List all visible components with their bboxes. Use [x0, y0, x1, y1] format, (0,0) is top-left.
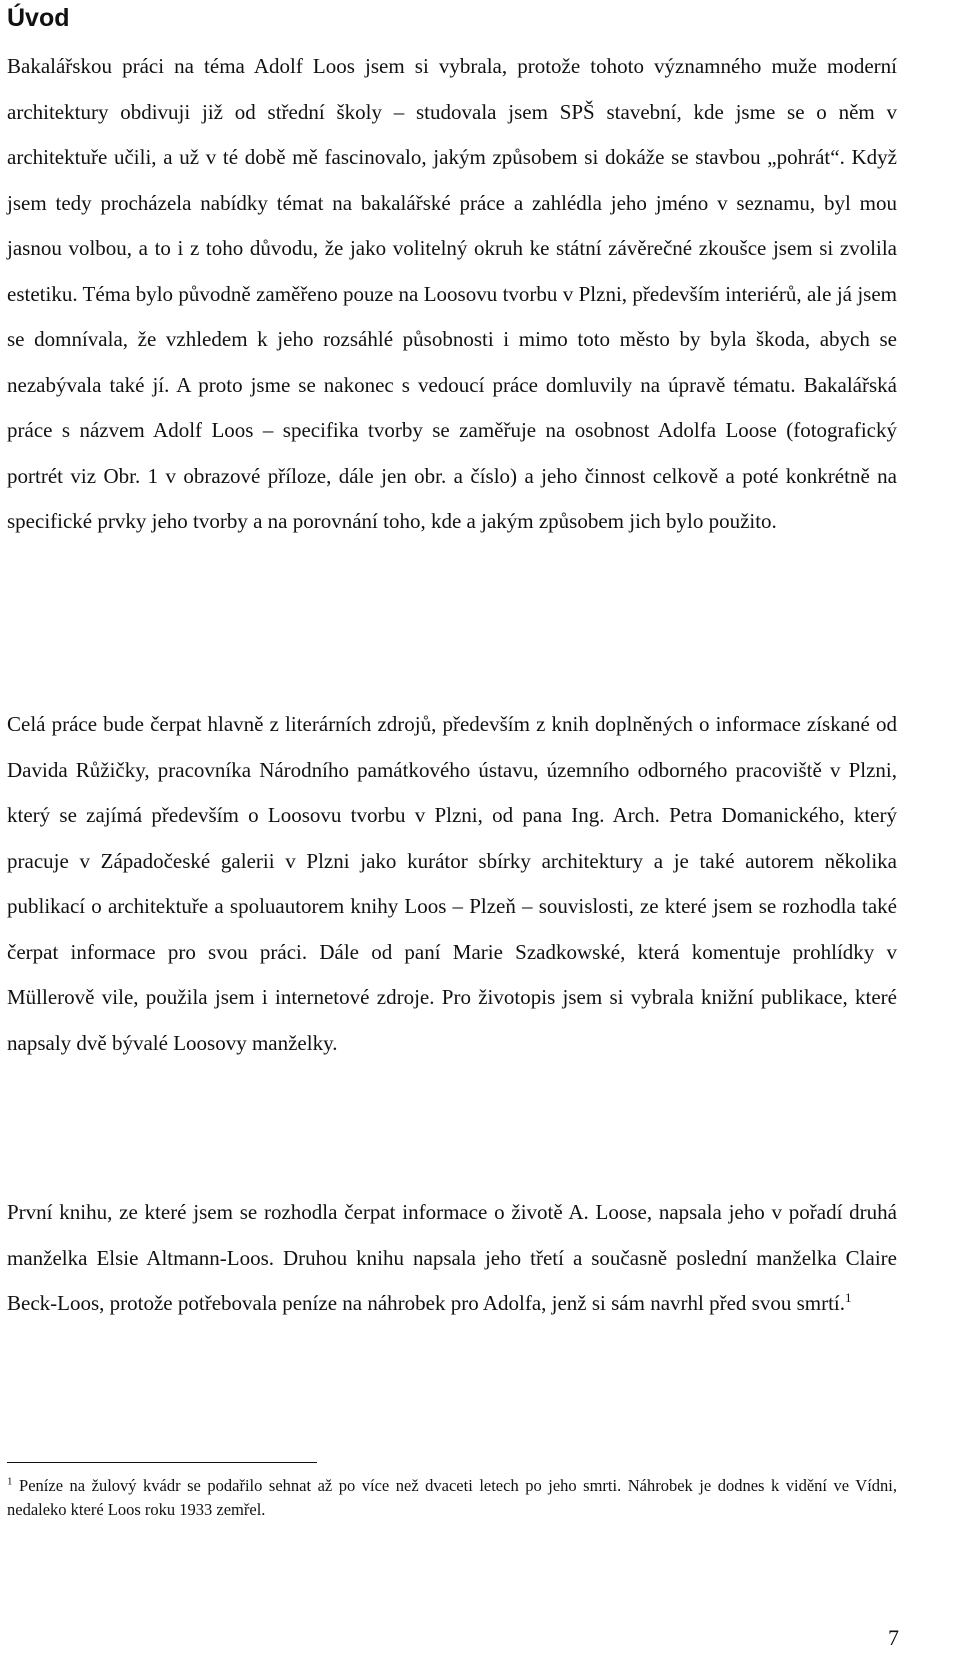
footnote: [7, 1474, 897, 1522]
paragraph-intro: Bakalářskou práci na téma Adolf Loos jsem si vybrala, protože tohoto významného muže moderní architektury obdivuji již od střední školy – studovala jsem SPŠ stavební, kde jsme se o něm v architektuře učili, a už v té době mě fascinovalo, jakým způsobem si dokáže se stavbou „pohrát“. Když jsem tedy procházela nabídky témat na bakalářské práce a zahlédla jeho jméno v seznamu, byl mou jasnou volbou, a to i z toho důvodu, že jako volitelný okruh ke státní závěrečné zkoušce jsem si zvolila estetiku. Téma bylo původně zaměřeno pouze na Loosovu tvorbu v Plzni, především interiérů, ale já jsem se domnívala, že vzhledem k jeho rozsáhlé působnosti i mimo toto město by byla škoda, abych se nezabývala také jí. A proto jsme se nakonec s vedoucí práce domluvily na úpravě tématu. Bakalářská práce s názvem Adolf Loos – specifika tvorby se zaměřuje na osobnost Adolfa Loose (fotografický portrét viz Obr. 1 v obrazové příloze, dále jen obr. a číslo) a jeho činnost celkově a poté konkrétně na specifické prvky jeho tvorby a na porovnání toho, kde a jakým způsobem jich bylo použito.: [7, 54, 897, 533]
footnote-reference: 1: [845, 1290, 852, 1305]
footnote-number: 1: [7, 1475, 13, 1488]
paragraph-sources: Celá práce bude čerpat hlavně z literárních zdrojů, především z knih doplněných o informace získané od Davida Růžičky, pracovníka Národního památkového ústavu, územního odborného pracoviště v Plzni, který se zajímá především o Loosovu tvorbu v Plzni, od pana Ing. Arch. Petra Domanického, který pracuje v Západočeské galerii v Plzni jako kurátor sbírky architektury a je také autorem několika publikací o architektuře a spoluautorem knihy Loos – Plzeň – souvislosti, ze které jsem se rozhodla také čerpat informace pro svou práci. Dále od paní Marie Szadkowské, která komentuje prohlídky v Müllerově vile, použila jsem i internetové zdroje. Pro životopis jsem si vybrala knižní publikace, které napsaly dvě bývalé Loosovy manželky.: [7, 712, 897, 1055]
page-number: 7: [888, 1625, 899, 1650]
paragraph-biography: [7, 1190, 897, 1327]
footnote-text: Peníze na žulový kvádr se podařilo sehnat až po více než dvaceti letech po jeho smrti. Náhrobek je dodnes k vidění ve Vídni, nedaleko které Loos roku 1933 zemřel.: [7, 1476, 898, 1519]
footnote-separator: [7, 1462, 317, 1463]
section-heading: Úvod: [7, 4, 70, 32]
paragraph-biography-text: První knihu, ze které jsem se rozhodla čerpat informace o životě A. Loose, napsala jeho v pořadí druhá manželka Elsie Altmann-Loos. Druhou knihu napsala jeho třetí a současně poslední manželka Claire Beck-Loos, protože potřebovala peníze na náhrobek pro Adolfa, jenž si sám navrhl před svou smrtí.: [7, 1200, 897, 1315]
